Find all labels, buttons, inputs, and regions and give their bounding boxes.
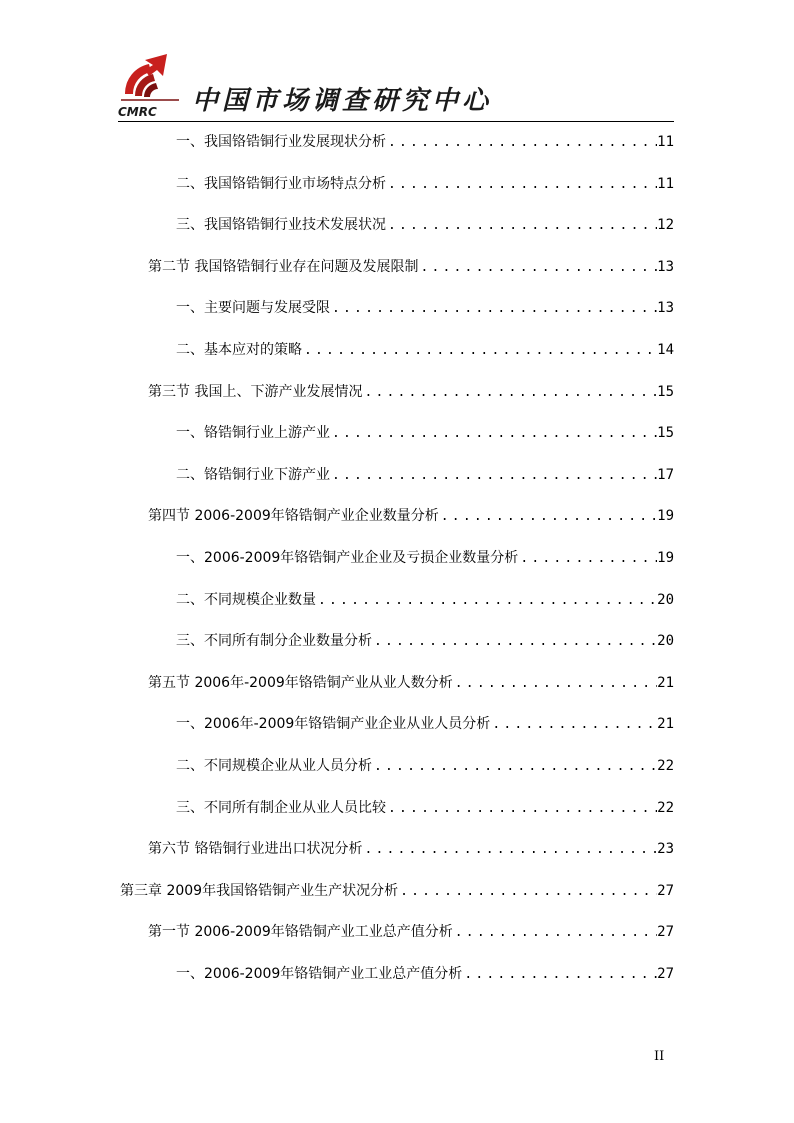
toc-entry-page: 27 <box>657 966 674 982</box>
toc-entry-title: 一、2006年-2009年铬锆铜产业企业从业人员分析 <box>176 716 491 732</box>
toc-entry-page: 15 <box>657 384 674 400</box>
toc-dot-leader <box>362 840 657 859</box>
toc-dot-leader <box>316 591 657 610</box>
toc-entry-title: 二、铬锆铜行业下游产业 <box>176 467 330 483</box>
toc-dot-leader <box>386 133 657 152</box>
brand-name: 中国市场调查研究中心 <box>192 86 493 116</box>
toc-entry-title: 第一节 2006-2009年铬锆铜产业工业总产值分析 <box>148 924 453 940</box>
toc-entry-page: 21 <box>657 675 674 691</box>
toc-entry-page: 21 <box>657 716 674 732</box>
toc-entry-title: 一、我国铬锆铜行业发展现状分析 <box>176 134 386 150</box>
toc-entry-title: 一、2006-2009年铬锆铜产业工业总产值分析 <box>176 966 463 982</box>
toc-dot-leader <box>372 757 657 776</box>
toc-entry-title: 第三节 我国上、下游产业发展情况 <box>148 384 363 400</box>
toc-entry-page: 22 <box>657 758 674 774</box>
toc-entry[interactable] <box>176 215 674 235</box>
toc-dot-leader <box>386 216 657 235</box>
toc-entry-page: 23 <box>657 841 674 857</box>
toc-entry-page: 17 <box>657 467 674 483</box>
toc-dot-leader <box>372 632 657 651</box>
toc-dot-leader <box>386 175 657 194</box>
toc-entry[interactable] <box>148 839 674 859</box>
toc-dot-leader <box>453 674 657 693</box>
toc-entry[interactable] <box>120 881 674 901</box>
toc-entry[interactable] <box>176 964 674 984</box>
toc-entry[interactable] <box>148 506 674 526</box>
logo-text: CMRC <box>118 105 157 119</box>
toc-dot-leader <box>418 258 657 277</box>
toc-dot-leader <box>398 882 657 901</box>
toc-entry[interactable] <box>176 756 674 776</box>
toc-entry-page: 15 <box>657 425 674 441</box>
toc-entry-title: 二、不同规模企业数量 <box>176 592 316 608</box>
toc-entry[interactable] <box>176 298 674 318</box>
toc-entry-page: 27 <box>657 883 674 899</box>
toc-entry[interactable] <box>176 132 674 152</box>
toc-entry-title: 第二节 我国铬锆铜行业存在问题及发展限制 <box>148 259 419 275</box>
toc-entry[interactable] <box>176 465 674 485</box>
toc-dot-leader <box>490 715 657 734</box>
toc-entry-page: 12 <box>657 217 674 233</box>
toc-entry[interactable] <box>148 382 674 402</box>
toc-entry-title: 三、不同所有制分企业数量分析 <box>176 633 372 649</box>
toc-entry-title: 第四节 2006-2009年铬锆铜产业企业数量分析 <box>148 508 439 524</box>
page-number: II <box>654 1049 665 1064</box>
toc-entry-page: 13 <box>657 300 674 316</box>
toc-entry-page: 14 <box>657 342 674 358</box>
toc-entry-title: 第六节 铬锆铜行业进出口状况分析 <box>148 841 363 857</box>
toc-entry[interactable] <box>176 340 674 360</box>
toc-dot-leader <box>462 965 657 984</box>
toc-entry[interactable] <box>176 631 674 651</box>
toc-entry-page: 11 <box>657 176 674 192</box>
toc-entry-title: 二、我国铬锆铜行业市场特点分析 <box>176 176 386 192</box>
toc-dot-leader <box>302 341 657 360</box>
toc-dot-leader <box>330 466 657 485</box>
toc-entry-page: 11 <box>657 134 674 150</box>
toc-entry[interactable] <box>176 798 674 818</box>
toc-entry-title: 三、不同所有制企业从业人员比较 <box>176 800 386 816</box>
toc-entry[interactable] <box>176 423 674 443</box>
toc-dot-leader <box>518 549 657 568</box>
toc-entry[interactable] <box>176 548 674 568</box>
toc-entry[interactable] <box>148 922 674 942</box>
toc-entry-title: 一、2006-2009年铬锆铜产业企业及亏损企业数量分析 <box>176 550 519 566</box>
toc-entry-title: 第五节 2006年-2009年铬锆铜产业从业人数分析 <box>148 675 453 691</box>
toc-dot-leader <box>453 923 657 942</box>
toc-dot-leader <box>330 299 657 318</box>
toc-entry-title: 一、主要问题与发展受限 <box>176 300 330 316</box>
toc-entry[interactable] <box>148 673 674 693</box>
toc-entry-page: 27 <box>657 924 674 940</box>
toc-dot-leader <box>439 507 657 526</box>
toc-entry-title: 二、基本应对的策略 <box>176 342 302 358</box>
toc-dot-leader <box>330 424 657 443</box>
toc-entry[interactable] <box>176 714 674 734</box>
toc-entry-page: 19 <box>657 508 674 524</box>
toc-dot-leader <box>386 799 657 818</box>
toc-entry-title: 三、我国铬锆铜行业技术发展状况 <box>176 217 386 233</box>
toc-entry-page: 13 <box>657 259 674 275</box>
toc-entry[interactable] <box>148 257 674 277</box>
toc-entry-page: 20 <box>657 633 674 649</box>
toc-entry[interactable] <box>176 590 674 610</box>
toc-entry-page: 22 <box>657 800 674 816</box>
toc-entry[interactable] <box>176 174 674 194</box>
toc-dot-leader <box>362 383 657 402</box>
toc-entry-title: 二、不同规模企业从业人员分析 <box>176 758 372 774</box>
toc-entry-title: 一、铬锆铜行业上游产业 <box>176 425 330 441</box>
toc-entry-page: 20 <box>657 592 674 608</box>
toc-entry-page: 19 <box>657 550 674 566</box>
toc-entry-title: 第三章 2009年我国铬锆铜产业生产状况分析 <box>120 883 399 899</box>
